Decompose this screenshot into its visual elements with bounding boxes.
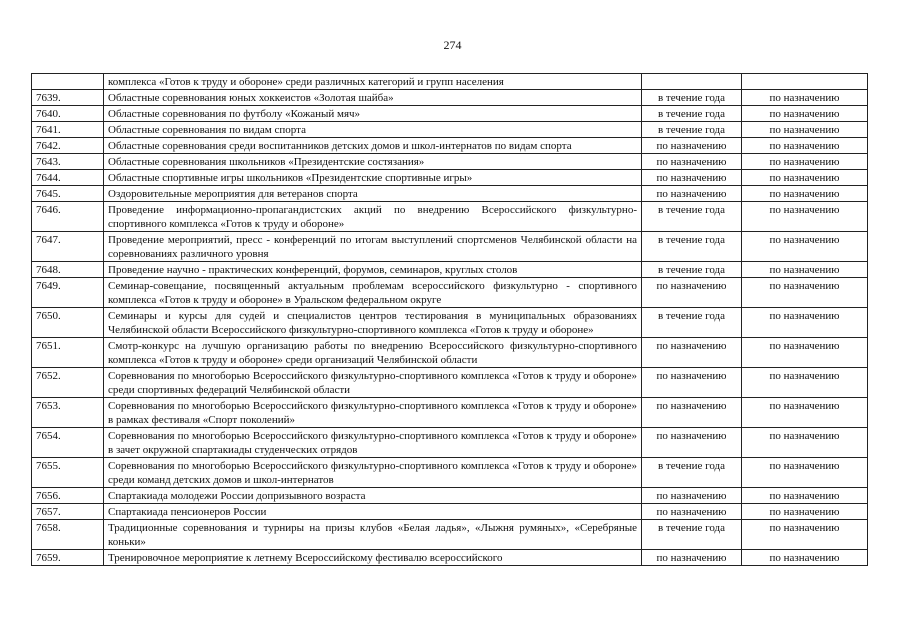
row-number: 7656. (32, 488, 104, 504)
event-responsible: по назначению (742, 504, 868, 520)
table-row (32, 504, 868, 520)
event-responsible: по назначению (742, 202, 868, 232)
table-row (32, 90, 868, 106)
event-responsible: по назначению (742, 186, 868, 202)
event-term: по назначению (642, 138, 742, 154)
event-description: комплекса «Готов к труду и обороне» среди различных категорий и групп населения (104, 74, 642, 90)
event-responsible: по назначению (742, 428, 868, 458)
event-description: Областные соревнования по видам спорта (104, 122, 642, 138)
event-term: по назначению (642, 504, 742, 520)
event-responsible: по назначению (742, 90, 868, 106)
event-description: Тренировочное мероприятие к летнему Всероссийскому фестивалю всероссийского (104, 550, 642, 566)
row-number: 7640. (32, 106, 104, 122)
row-number: 7646. (32, 202, 104, 232)
event-term: по назначению (642, 186, 742, 202)
event-term: в течение года (642, 122, 742, 138)
event-description: Семинары и курсы для судей и специалистов центров тестирования в муниципальных образованиях Челябинской области Всероссийского физкультурно-спортивного комплекса «Готов к труду и обороне» (104, 308, 642, 338)
event-description: Соревнования по многоборью Всероссийского физкультурно-спортивного комплекса «Готов к труду и обороне» в рамках фестиваля «Спорт поколений» (104, 398, 642, 428)
event-responsible: по назначению (742, 232, 868, 262)
row-number: 7658. (32, 520, 104, 550)
row-number: 7659. (32, 550, 104, 566)
row-number: 7655. (32, 458, 104, 488)
event-description: Соревнования по многоборью Всероссийского физкультурно-спортивного комплекса «Готов к труду и обороне» в зачет окружной спартакиады студенческих отрядов (104, 428, 642, 458)
event-responsible: по назначению (742, 520, 868, 550)
row-number: 7657. (32, 504, 104, 520)
table-row (32, 338, 868, 368)
event-term: в течение года (642, 90, 742, 106)
event-responsible: по назначению (742, 278, 868, 308)
row-number: 7652. (32, 368, 104, 398)
event-responsible (742, 74, 868, 90)
event-term: в течение года (642, 308, 742, 338)
row-number: 7643. (32, 154, 104, 170)
row-number: 7639. (32, 90, 104, 106)
table-row (32, 550, 868, 566)
table-row (32, 458, 868, 488)
row-number: 7645. (32, 186, 104, 202)
table-row (32, 74, 868, 90)
row-number: 7642. (32, 138, 104, 154)
event-term: в течение года (642, 106, 742, 122)
event-responsible: по назначению (742, 170, 868, 186)
table-row (32, 202, 868, 232)
event-description: Смотр-конкурс на лучшую организацию работы по внедрению Всероссийского физкультурно-спортивного комплекса «Готов к труду и обороне» среди организаций Челябинской области (104, 338, 642, 368)
row-number: 7644. (32, 170, 104, 186)
event-term: в течение года (642, 458, 742, 488)
table-row (32, 122, 868, 138)
table-row (32, 232, 868, 262)
event-term (642, 74, 742, 90)
event-description: Проведение научно - практических конференций, форумов, семинаров, круглых столов (104, 262, 642, 278)
table-row (32, 520, 868, 550)
table-row (32, 398, 868, 428)
row-number: 7641. (32, 122, 104, 138)
table-row (32, 488, 868, 504)
event-description: Областные соревнования школьников «Президентские состязания» (104, 154, 642, 170)
event-term: по назначению (642, 154, 742, 170)
event-term: по назначению (642, 368, 742, 398)
table-row (32, 262, 868, 278)
event-term: в течение года (642, 202, 742, 232)
event-responsible: по назначению (742, 338, 868, 368)
table-row (32, 368, 868, 398)
event-term: по назначению (642, 398, 742, 428)
event-responsible: по назначению (742, 458, 868, 488)
event-description: Проведение мероприятий, пресс - конференций по итогам выступлений спортсменов Челябинской области на соревнованиях различного уровня (104, 232, 642, 262)
events-table-body (32, 74, 868, 566)
row-number: 7650. (32, 308, 104, 338)
page-number: 274 (443, 38, 462, 52)
event-responsible: по назначению (742, 550, 868, 566)
event-responsible: по назначению (742, 368, 868, 398)
table-row (32, 154, 868, 170)
event-description: Оздоровительные мероприятия для ветеранов спорта (104, 186, 642, 202)
table-row (32, 106, 868, 122)
row-number: 7651. (32, 338, 104, 368)
event-term: в течение года (642, 520, 742, 550)
event-description: Областные соревнования по футболу «Кожаный мяч» (104, 106, 642, 122)
event-description: Спартакиада молодежи России допризывного возраста (104, 488, 642, 504)
event-term: в течение года (642, 262, 742, 278)
row-number: 7649. (32, 278, 104, 308)
event-term: по назначению (642, 278, 742, 308)
event-term: в течение года (642, 232, 742, 262)
event-responsible: по назначению (742, 154, 868, 170)
event-responsible: по назначению (742, 262, 868, 278)
event-responsible: по назначению (742, 122, 868, 138)
event-term: по назначению (642, 488, 742, 504)
table-row (32, 428, 868, 458)
event-term: по назначению (642, 428, 742, 458)
table-row (32, 170, 868, 186)
event-description: Соревнования по многоборью Всероссийского физкультурно-спортивного комплекса «Готов к труду и обороне» среди команд детских домов и школ-интернатов (104, 458, 642, 488)
event-description: Проведение информационно-пропагандистских акций по внедрению Всероссийского физкультурно-спортивного комплекса «Готов к труду и обороне» (104, 202, 642, 232)
event-description: Областные соревнования среди воспитанников детских домов и школ-интернатов по видам спорта (104, 138, 642, 154)
event-description: Областные спортивные игры школьников «Президентские спортивные игры» (104, 170, 642, 186)
event-responsible: по назначению (742, 106, 868, 122)
row-number: 7647. (32, 232, 104, 262)
row-number: 7654. (32, 428, 104, 458)
event-description: Традиционные соревнования и турниры на призы клубов «Белая ладья», «Лыжня румяных», «Серебряные коньки» (104, 520, 642, 550)
table-row (32, 308, 868, 338)
event-term: по назначению (642, 338, 742, 368)
event-responsible: по назначению (742, 398, 868, 428)
table-row (32, 278, 868, 308)
event-responsible: по назначению (742, 308, 868, 338)
event-description: Спартакиада пенсионеров России (104, 504, 642, 520)
events-table (31, 73, 868, 566)
table-row (32, 186, 868, 202)
event-responsible: по назначению (742, 488, 868, 504)
event-responsible: по назначению (742, 138, 868, 154)
event-description: Соревнования по многоборью Всероссийского физкультурно-спортивного комплекса «Готов к труду и обороне» среди спортивных федераций Челябинской области (104, 368, 642, 398)
event-term: по назначению (642, 550, 742, 566)
event-description: Семинар-совещание, посвященный актуальным проблемам всероссийского физкультурно - спортивного комплекса «Готов к труду и обороне» в Уральском федеральном округе (104, 278, 642, 308)
event-description: Областные соревнования юных хоккеистов «Золотая шайба» (104, 90, 642, 106)
event-term: по назначению (642, 170, 742, 186)
row-number: 7653. (32, 398, 104, 428)
row-number: 7648. (32, 262, 104, 278)
row-number (32, 74, 104, 90)
table-row (32, 138, 868, 154)
